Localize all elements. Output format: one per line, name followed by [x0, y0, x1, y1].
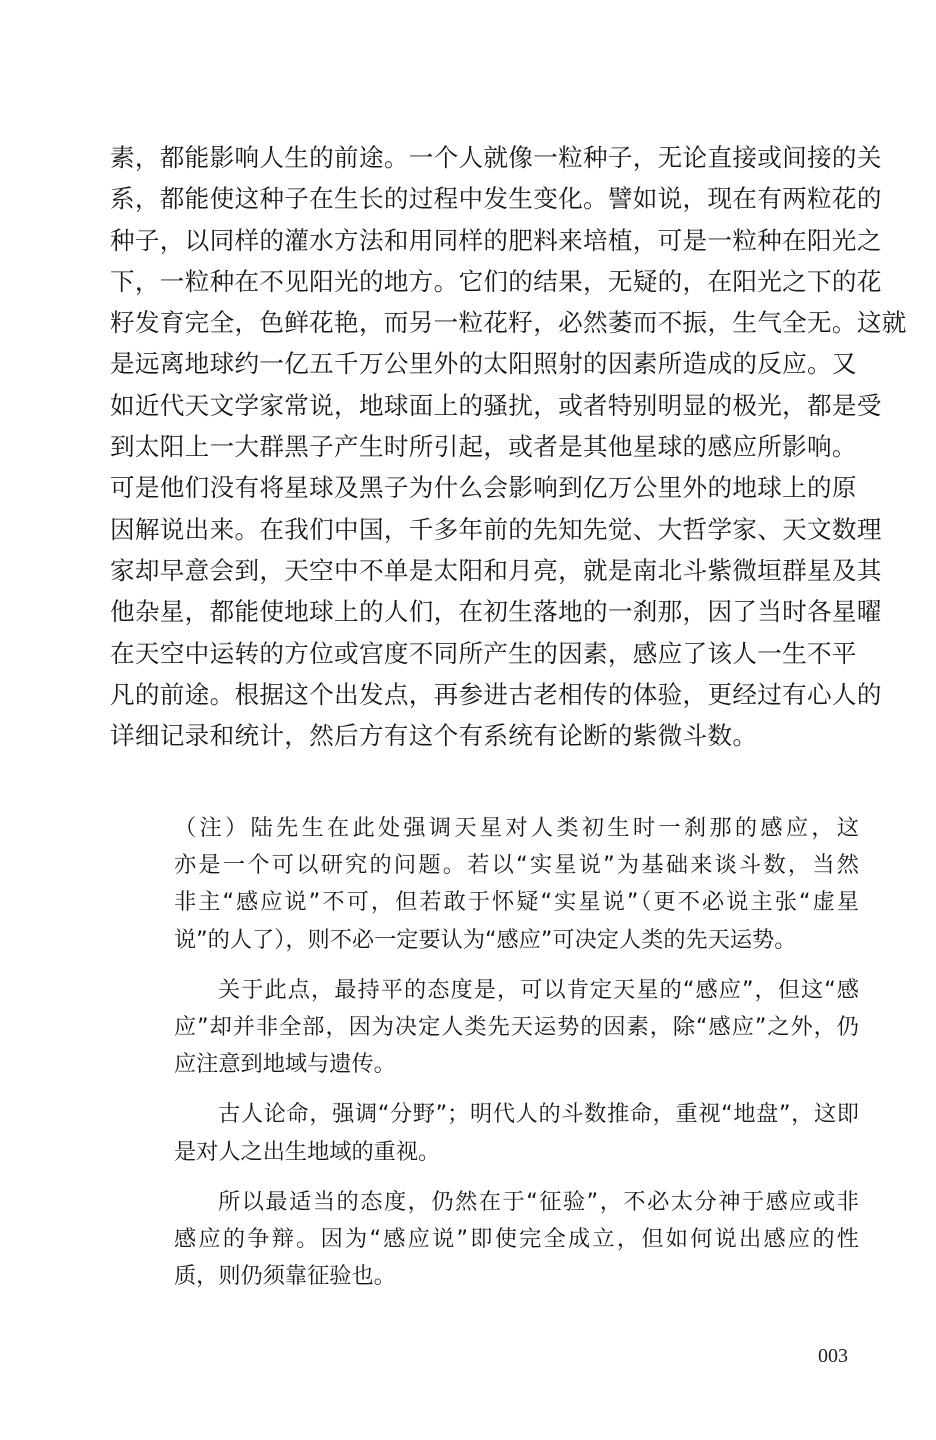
note-line: 亦是一个可以研究的问题。若以“实星说”为基础来谈斗数，当然: [174, 852, 859, 879]
body-line: 到太阳上一大群黑子产生时所引起，或者是其他星球的感应所影响。: [110, 432, 857, 462]
note-line: （注）陆先生在此处强调天星对人类初生时一刹那的感应，这: [174, 815, 859, 841]
body-line: 如近代天文学家常说，地球面上的骚扰，或者特别明显的极光，都是受: [110, 390, 882, 420]
note-paragraph: [174, 972, 859, 1084]
annotation-note: [174, 810, 859, 1308]
body-line: 在天空中运转的方位或宫度不同所产生的因素，感应了该人一生不平: [110, 638, 857, 668]
note-line: 感应的争辩。因为“感应说”即使完全成立，但如何说出感应的性: [174, 1226, 859, 1253]
body-line: 他杂星，都能使地球上的人们，在初生落地的一刹那，因了当时各星曜: [110, 597, 882, 627]
note-paragraph: [174, 1096, 859, 1170]
note-paragraph: [174, 1184, 859, 1296]
body-line: 籽发育完全，色鲜花艳，而另一粒花籽，必然萎而不振，生气全无。这就: [110, 308, 907, 338]
note-line: 应”却并非全部，因为决定人类先天运势的因素，除“感应”之外，仍: [174, 1014, 859, 1041]
note-line: 非主“感应说”不可，但若敢于怀疑“实星说”（更不必说主张“虚星: [174, 889, 859, 916]
body-line: 是远离地球约一亿五千万公里外的太阳照射的因素所造成的反应。又: [110, 349, 857, 379]
page-number: 003: [818, 1345, 848, 1367]
body-line: 下，一粒种在不见阳光的地方。它们的结果，无疑的，在阳光之下的花: [110, 266, 882, 296]
body-line: 种子，以同样的灌水方法和用同样的肥料来培植，可是一粒种在阳光之: [110, 225, 882, 255]
body-line: 因解说出来。在我们中国，千多年前的先知先觉、大哲学家、天文数理: [110, 514, 882, 544]
body-line: 系，都能使这种子在生长的过程中发生变化。譬如说，现在有两粒花的: [110, 184, 882, 214]
body-text: [110, 137, 907, 756]
note-line: 是对人之出生地域的重视。: [174, 1138, 441, 1165]
note-line: 古人论命，强调“分野”；明代人的斗数推命，重视“地盘”，这即: [218, 1101, 859, 1128]
body-line: 凡的前途。根据这个出发点，再参进古老相传的体验，更经过有心人的: [110, 679, 882, 709]
note-line: 关于此点，最持平的态度是，可以肯定天星的“感应”，但这“感: [218, 976, 859, 1003]
body-line: 素，都能影响人生的前途。一个人就像一粒种子，无论直接或间接的关: [110, 143, 882, 172]
body-line: 可是他们没有将星球及黑子为什么会影响到亿万公里外的地球上的原: [110, 473, 857, 503]
note-line: 应注意到地域与遗传。: [174, 1051, 396, 1078]
note-line: 说”的人了），则不必一定要认为“感应”可决定人类的先天运势。: [174, 926, 797, 953]
body-line: 详细记录和统计，然后方有这个有系统有论断的紫微斗数。: [110, 721, 758, 751]
body-line: 家却早意会到，天空中不单是太阳和月亮，就是南北斗紫微垣群星及其: [110, 555, 882, 585]
note-line: 所以最适当的态度，仍然在于“征验”，不必太分神于感应或非: [218, 1188, 859, 1215]
note-line: 质，则仍须靠征验也。: [174, 1263, 396, 1290]
note-paragraph: [174, 810, 859, 959]
